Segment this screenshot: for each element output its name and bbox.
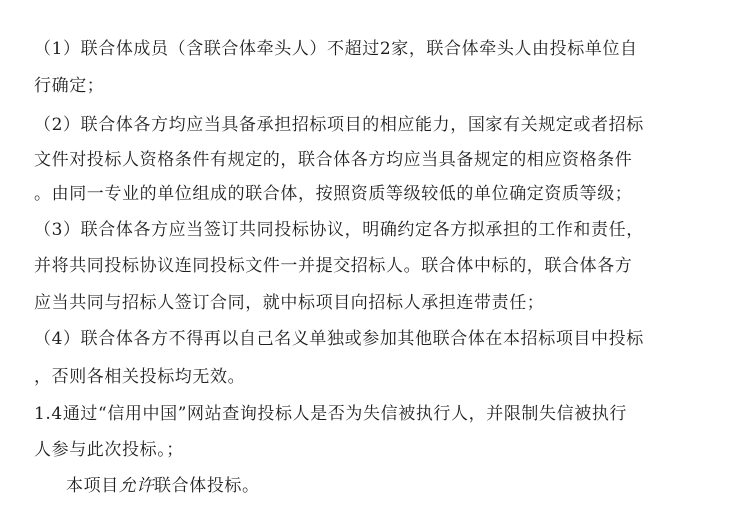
text-line-2: 行确定； bbox=[34, 76, 105, 96]
last-line-emphasis: 允许 bbox=[118, 476, 155, 496]
text-line-6: （3）联合体各方应当签订共同投标协议，明确约定各方拟承担的工作和责任， bbox=[34, 220, 644, 240]
text-line-5: 。由同一专业的单位组成的联合体，按照资质等级较低的单位确定资质等级； bbox=[34, 184, 633, 204]
text-line-11: 1.4通过“信用中国”网站查询投标人是否为失信被执行人，并限制失信被执行 bbox=[34, 404, 628, 424]
text-line-12: 人参与此次投标。； bbox=[34, 440, 184, 460]
text-line-4: 文件对投标人资格条件有规定的，联合体各方均应当具备规定的相应资格条件 bbox=[34, 150, 633, 170]
text-line-8: 应当共同与招标人签订合同，就中标项目向招标人承担连带责任； bbox=[34, 293, 545, 313]
text-line-9: （4）联合体各方不得再以自己名义单独或参加其他联合体在本招标项目中投标 bbox=[34, 329, 644, 349]
text-line-10: ，否则各相关投标均无效。 bbox=[34, 367, 246, 387]
text-line-7: 并将共同投标协议连同投标文件一并提交招标人。联合体中标的，联合体各方 bbox=[34, 256, 633, 276]
text-line-1: （1）联合体成员（含联合体牵头人）不超过2家，联合体牵头人由投标单位自 bbox=[34, 39, 638, 59]
text-line-3: （2）联合体各方均应当具备承担招标项目的相应能力，国家有关规定或者招标 bbox=[34, 115, 644, 135]
last-line-prefix: 本项目 bbox=[66, 476, 119, 496]
text-line-13 bbox=[66, 475, 745, 497]
last-line-suffix: 联合体投标。 bbox=[154, 476, 260, 496]
